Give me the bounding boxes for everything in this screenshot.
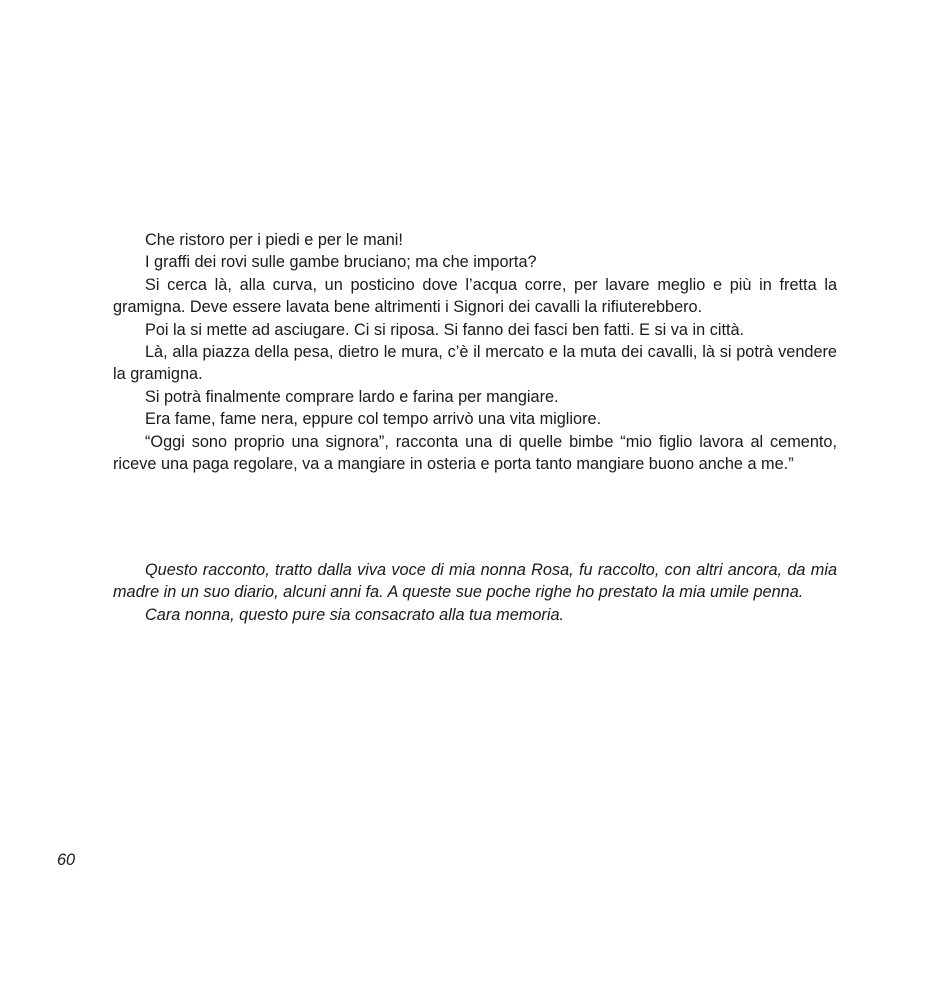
paragraph: Che ristoro per i piedi e per le mani!	[145, 231, 403, 249]
note-paragraph: Cara nonna, questo pure sia consacrato alla tua memoria.	[145, 605, 565, 624]
page-number: 60	[57, 851, 76, 869]
paragraph: Si cerca là, alla curva, un posticino dove l’acqua corre, per lavare meglio e più in fretta la gramigna. Deve essere lavata bene altrimenti i Signori dei cavalli la rifiuterebbero.	[113, 275, 837, 317]
paragraph: “Oggi sono proprio una signora”, racconta una di quelle bimbe “mio figlio lavora al cemento, riceve una paga regolare, va a mangiare in osteria e porta tanto mangiare buono anche a me.”	[113, 432, 837, 474]
paragraph: Là, alla piazza della pesa, dietro le mura, c’è il mercato e la muta dei cavalli, là si potrà vendere la gramigna.	[113, 343, 837, 384]
note-paragraph: Questo racconto, tratto dalla viva voce di mia nonna Rosa, fu raccolto, con altri ancora, da mia madre in un suo diario, alcuni anni fa. A queste sue poche righe ho prestato la mia umile penna.	[113, 561, 837, 602]
paragraph: I graffi dei rovi sulle gambe bruciano; ma che importa?	[145, 253, 537, 272]
paragraph: Era fame, fame nera, eppure col tempo arrivò una vita migliore.	[145, 410, 602, 429]
paragraph: Si potrà finalmente comprare lardo e farina per mangiare.	[145, 387, 559, 406]
main-text-block	[113, 229, 837, 475]
paragraph: Poi la si mette ad asciugare. Ci si riposa. Si fanno dei fasci ben fatti. E si va in città.	[145, 320, 745, 339]
author-note-block	[113, 559, 837, 626]
